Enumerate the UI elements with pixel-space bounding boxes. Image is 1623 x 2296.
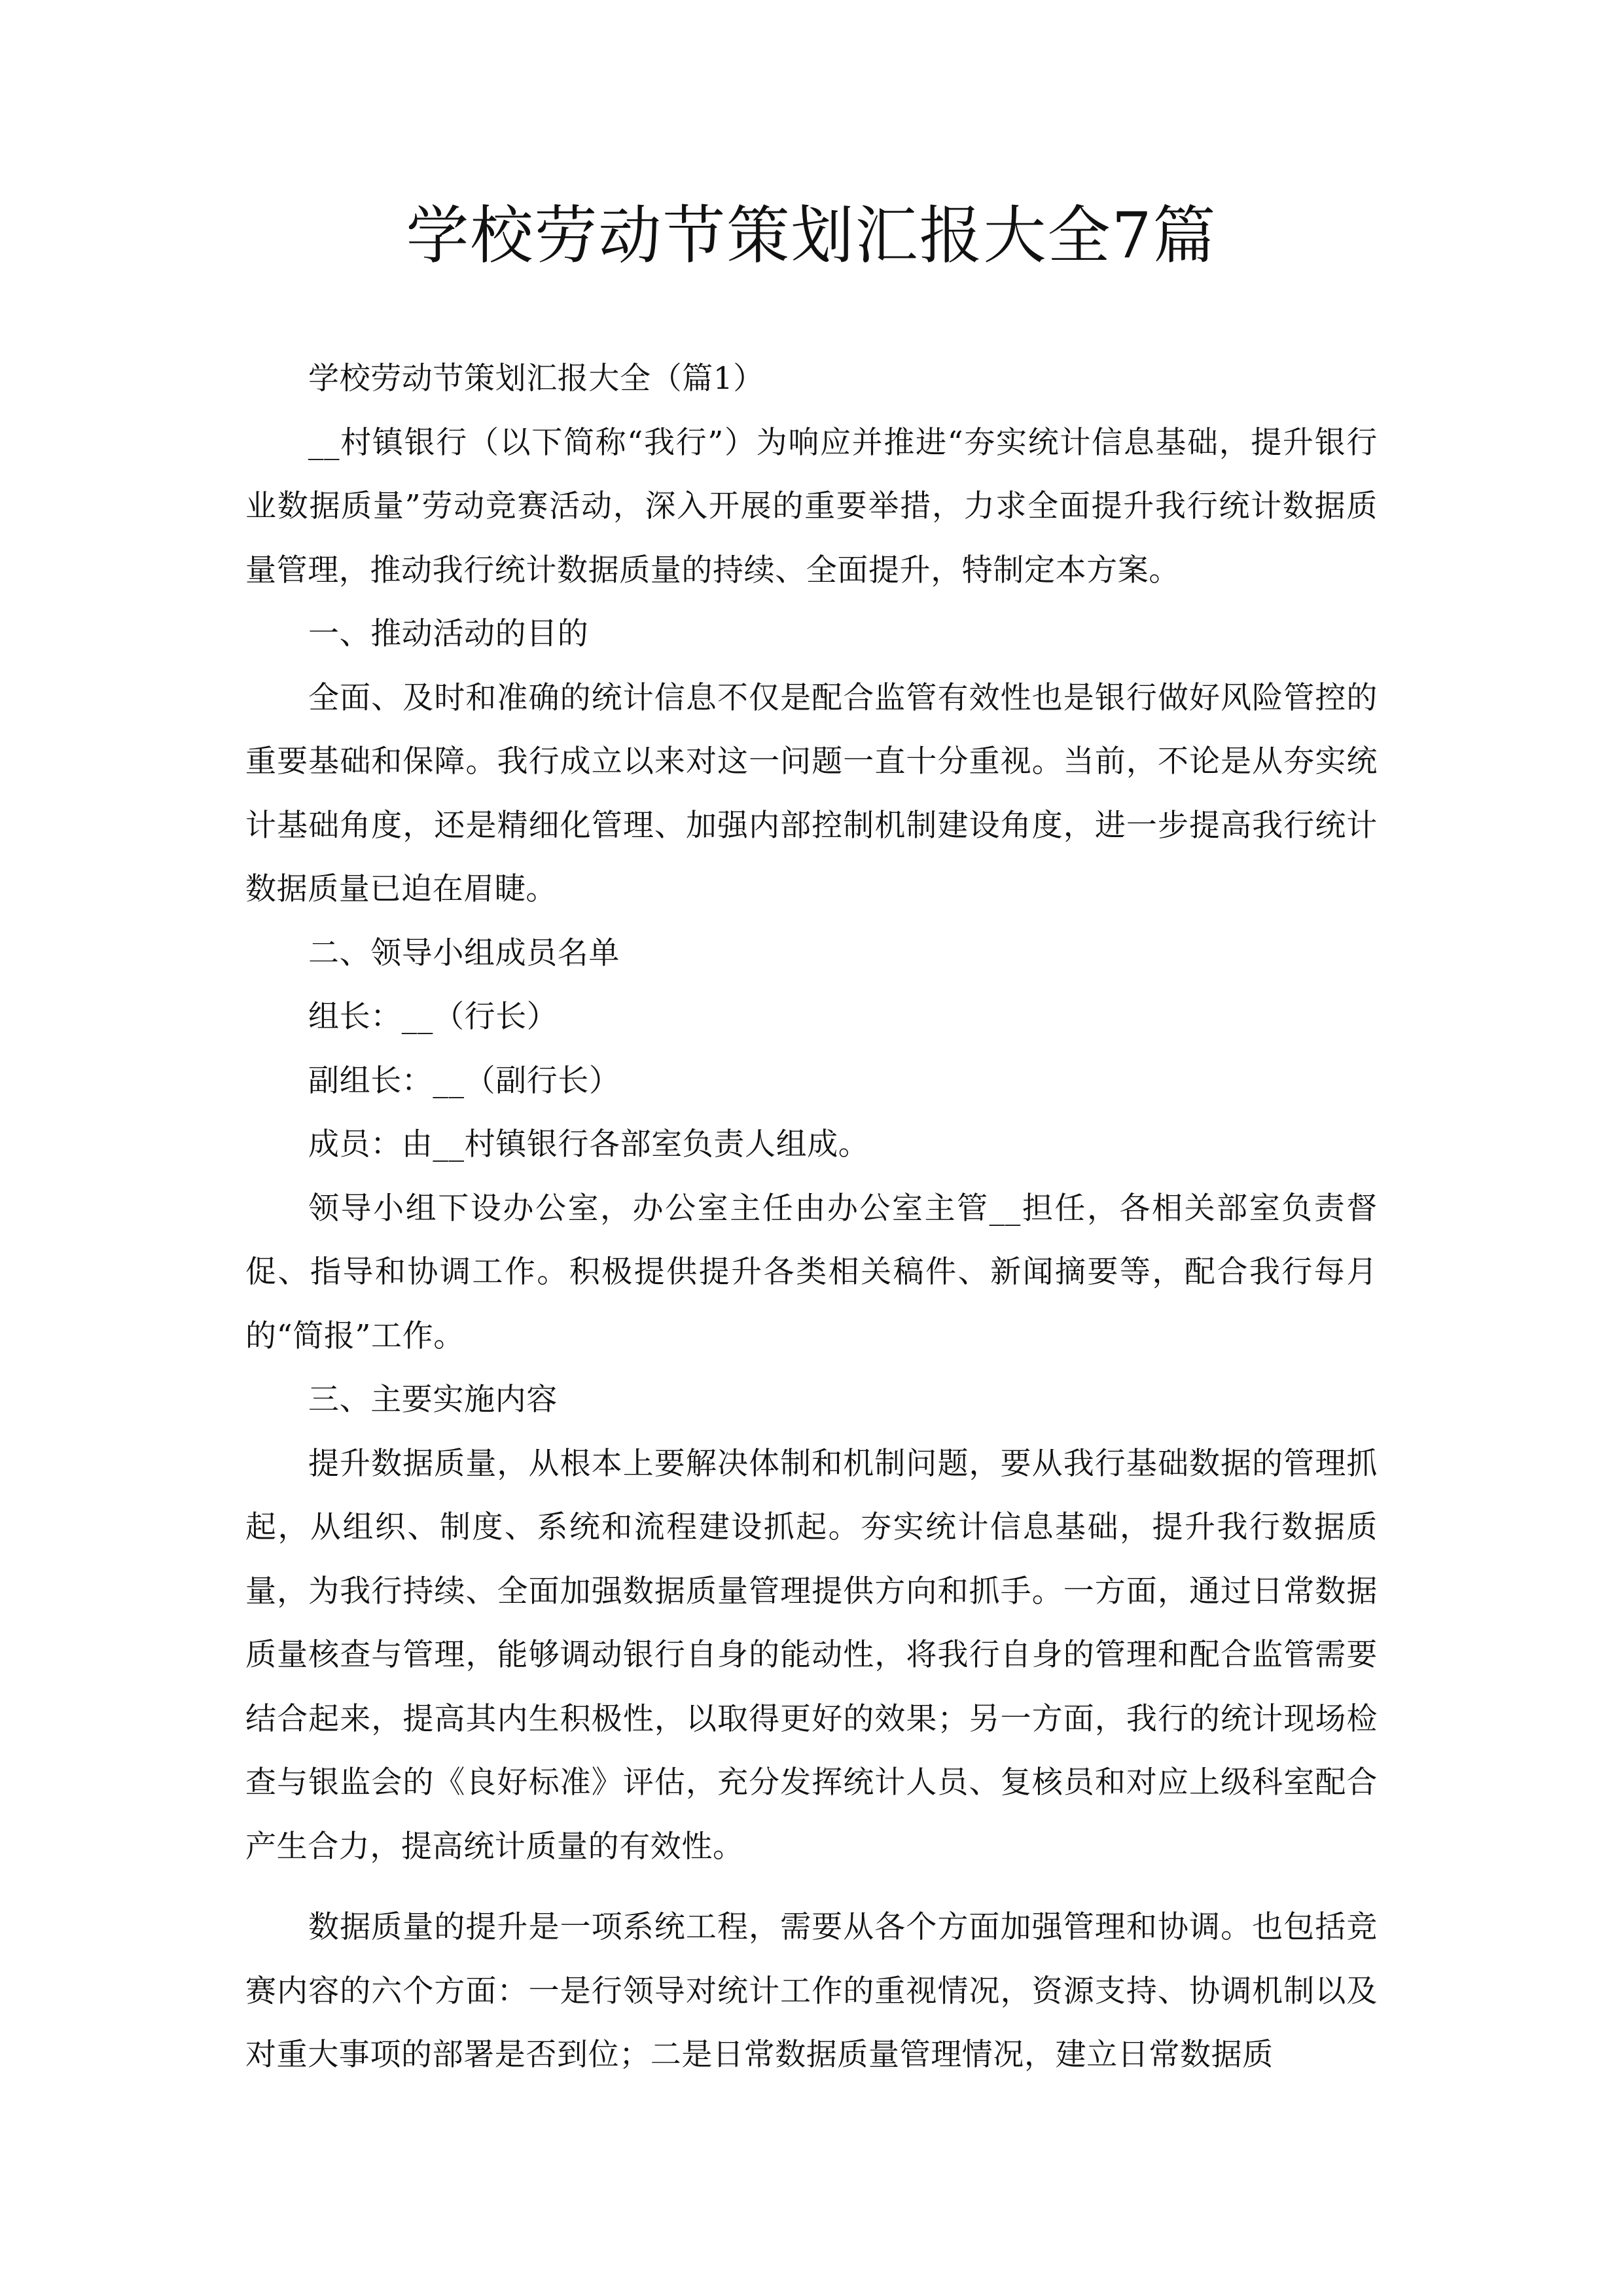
leader-line: 组长：__（行长） (308, 999, 558, 1035)
section-heading-leadership: 二、领导小组成员名单 (308, 935, 620, 971)
content-paragraph: 提升数据质量，从根本上要解决体制和机制问题，要从我行基础数据的管理抓起，从组织、制度、系统和流程建设抓起。夯实统计信息基础，提升我行数据质量，为我行持续、全面加强数据质量管理提供方向和抓手。一方面，通过日常数据质量核查与管理，能够调动银行自身的能动性，将我行自身的管理和配合监管需要结合起来，提高其内生积极性，以取得更好的效果；另一方面，我行的统计现场检查与银监会的《良好标准》评估，充分发挥统计人员、复核员和对应上级科室配合产生合力，提高统计质量的有效性。 (245, 1445, 1378, 1865)
document-title: 学校劳动节策划汇报大全7篇 (406, 199, 1217, 272)
intro-paragraph: __村镇银行（以下简称“我行”）为响应并推进“夯实统计信息基础，提升银行业数据质量”劳动竞赛活动，深入开展的重要举措，力求全面提升我行统计数据质量管理，推动我行统计数据质量的持续、全面提升，特制定本方案。 (245, 424, 1378, 588)
purpose-paragraph: 全面、及时和准确的统计信息不仅是配合监管有效性也是银行做好风险管控的重要基础和保障。我行成立以来对这一问题一直十分重视。当前，不论是从夯实统计基础角度，还是精细化管理、加强内部控制机制建设角度，进一步提高我行统计数据质量已迫在眉睫。 (245, 679, 1378, 907)
competition-paragraph: 数据质量的提升是一项系统工程，需要从各个方面加强管理和协调。也包括竞赛内容的六个方面：一是行领导对统计工作的重视情况，资源支持、协调机制以及对重大事项的部署是否到位；二是日常数据质量管理情况，建立日常数据质 (245, 1909, 1378, 2073)
section-heading-content: 三、主要实施内容 (308, 1382, 558, 1418)
members-line: 成员：由__村镇银行各部室负责人组成。 (308, 1126, 870, 1162)
document-body (245, 347, 1378, 2087)
section-heading-purpose: 一、推动活动的目的 (308, 616, 589, 652)
office-paragraph: 领导小组下设办公室，办公室主任由办公室主管__担任，各相关部室负责督促、指导和协调工作。积极提供提升各类相关稿件、新闻摘要等，配合我行每月的“简报”工作。 (245, 1190, 1378, 1354)
section-heading-part-1: 学校劳动节策划汇报大全（篇1） (308, 361, 764, 397)
deputy-leader-line: 副组长：__（副行长） (308, 1062, 620, 1099)
